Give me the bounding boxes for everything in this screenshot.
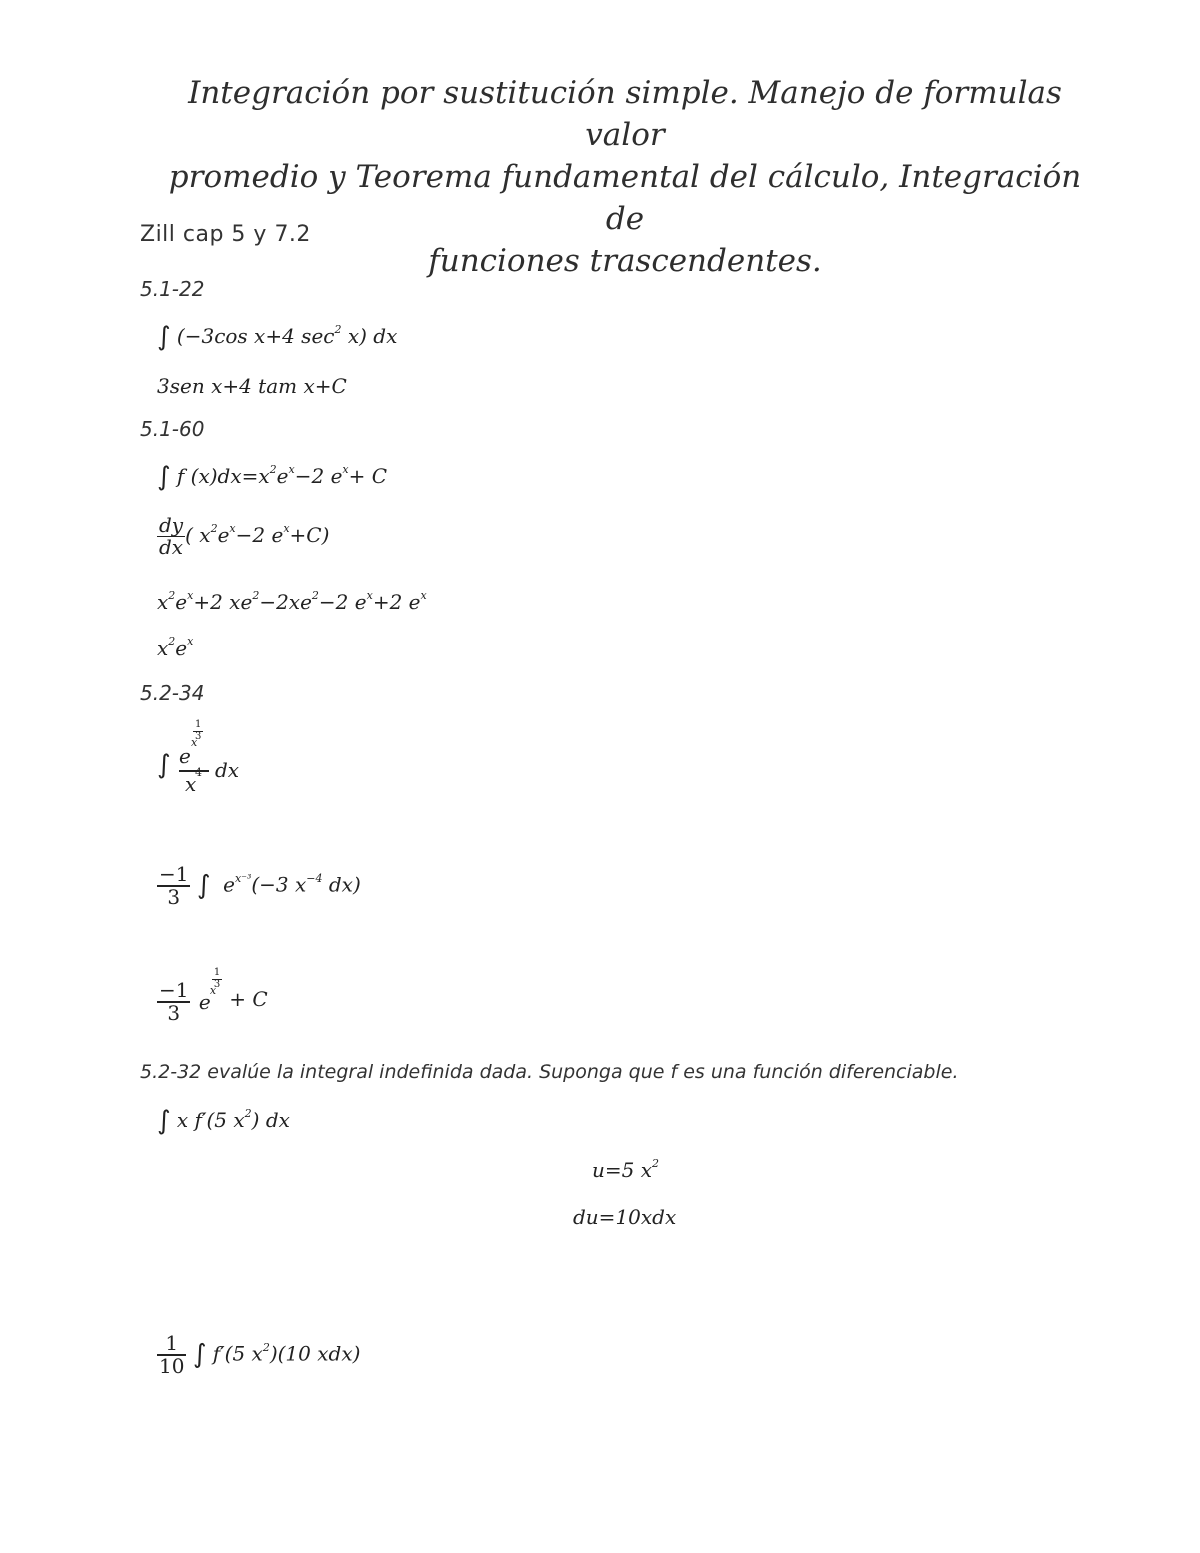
integral-expression: ∫ f $(x)dx=x^2e^x-2$ $e^x+ C$ xyxy=(157,462,388,492)
section-label: 5.2-32 evalúe la integral indefinida dada. Suponga que f es una función diferenciable. xyxy=(140,1061,959,1083)
section-label: 5.1-22 xyxy=(140,277,205,301)
section-label: 5.2-34 xyxy=(140,681,205,705)
result-expression: $\frac{-1}{3}$ e x $\frac{1}{3}$ + C xyxy=(159,967,268,1025)
substitution-u: u=5 $x^2$ xyxy=(592,1157,659,1182)
substituted-integral: $\frac{-1}{3}$ ∫ $e^{x^{-3}}(-3$ $x^{-4}$ dx) xyxy=(159,862,361,909)
result-expression: 3sen x+4 tam x+C xyxy=(157,374,347,398)
integral-expression: ∫ x f′(5 $x^2$) dx xyxy=(157,1106,290,1136)
expanded-expression: $x^2e^x+2$ $xe^2-2xe^2-2$ $e^x+2$ $e^x$ xyxy=(157,589,427,614)
substituted-integral: $\frac{1}{10}$ ∫ f′(5 $x^2)(10$ xdx) xyxy=(159,1331,361,1378)
coefficient-fraction: $\frac{1}{10}$ xyxy=(159,1331,185,1378)
title-line: funciones trascendentes. xyxy=(428,243,822,279)
title-line: promedio y Teorema fundamental del cálculo, Integración de xyxy=(168,159,1082,237)
coefficient-fraction: $\frac{-1}{3}$ xyxy=(159,862,189,909)
substitution-du: du=10xdx xyxy=(573,1205,677,1229)
document-title xyxy=(150,72,1100,282)
dy-dx-fraction: $\frac{dy}{dx}$ xyxy=(159,513,184,559)
derivative-expression: $\frac{dy}{dx}$ ( $x^2e^x-2$ $e^x+C$) xyxy=(159,513,330,559)
coefficient-fraction: $\frac{-1}{3}$ xyxy=(159,978,189,1025)
title-line: Integración por sustitución simple. Manejo de formulas valor xyxy=(188,75,1062,153)
result-expression: $x^2e^x$ xyxy=(157,635,194,660)
document-subtitle: Zill cap 5 y 7.2 xyxy=(140,222,311,247)
integral-expression: ∫ (−3cos x+4 $\sec^2 x$) dx xyxy=(157,322,398,352)
section-label: 5.1-60 xyxy=(140,417,205,441)
